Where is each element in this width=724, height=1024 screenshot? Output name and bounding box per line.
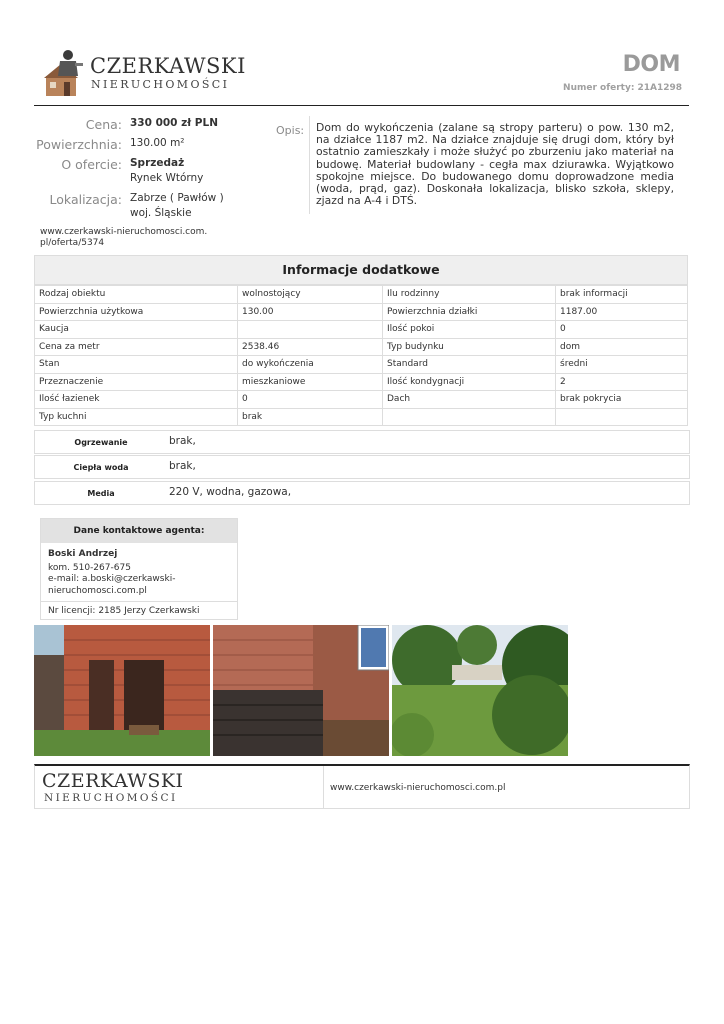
info-row bbox=[35, 356, 688, 374]
info-row bbox=[35, 338, 688, 356]
info-label: Powierzchnia działki bbox=[383, 303, 556, 321]
info-row bbox=[35, 408, 688, 426]
info-row bbox=[35, 321, 688, 339]
photo-house-side[interactable] bbox=[213, 625, 389, 756]
header-divider bbox=[34, 105, 689, 106]
description-text: Dom do wykończenia (zalane są stropy parteru) o pow. 130 m2, na działce 1187 m2. Na działce znajduje się drugi dom, który był ostatnio zamieszkały i może służyć po zburzeniu jako materiał na budowę. Materiał budowlany - cegła max dziurawka. Wyjątkowo spokojne miejsce. Do budowanego domu doprowadzone media (woda, prąd, gaz). Doskonała lokalizacja, blisko szkoła, sklepy, zjazd na A-4 i DTŚ. bbox=[316, 121, 674, 208]
feature-value: 220 V, wodna, gazowa, bbox=[169, 486, 292, 498]
market-type: Rynek Wtórny bbox=[130, 172, 204, 184]
offer-number bbox=[560, 83, 682, 93]
info-label: Ilu rodzinny bbox=[383, 286, 556, 304]
feature-label: Ciepła woda bbox=[73, 463, 129, 472]
info-label: Stan bbox=[35, 356, 238, 374]
additional-info-section bbox=[34, 255, 688, 426]
footer-divider bbox=[323, 766, 324, 808]
info-label: Cena za metr bbox=[35, 338, 238, 356]
info-value: brak bbox=[238, 408, 383, 426]
agent-contact-card bbox=[40, 518, 238, 620]
company-logo bbox=[42, 44, 246, 100]
offer-number-value: 21A1298 bbox=[637, 83, 682, 93]
info-row bbox=[35, 286, 688, 304]
logo-figure-icon bbox=[42, 46, 86, 98]
info-label bbox=[383, 408, 556, 426]
info-row bbox=[35, 373, 688, 391]
info-row bbox=[35, 391, 688, 409]
additional-info-table bbox=[34, 285, 688, 426]
feature-value: brak, bbox=[169, 460, 196, 472]
feature-label: Media bbox=[87, 489, 115, 498]
info-label: Przeznaczenie bbox=[35, 373, 238, 391]
info-row bbox=[35, 303, 688, 321]
info-label: Rodzaj obiektu bbox=[35, 286, 238, 304]
info-value: 1187.00 bbox=[556, 303, 688, 321]
agent-license: Nr licencji: 2185 Jerzy Czerkawski bbox=[41, 601, 237, 619]
logo-name: CZERKAWSKI bbox=[90, 54, 246, 78]
info-value bbox=[238, 321, 383, 339]
info-label: Dach bbox=[383, 391, 556, 409]
feature-row-media bbox=[34, 481, 690, 505]
area-value: 130.00 m² bbox=[130, 137, 185, 149]
summary-divider bbox=[309, 116, 310, 214]
feature-row-heating bbox=[34, 430, 690, 454]
description-label: Opis: bbox=[276, 124, 305, 137]
feature-row-hot-water bbox=[34, 455, 690, 479]
footer-logo-subtitle: NIERUCHOMOŚCI bbox=[44, 792, 178, 804]
location-label: Lokalizacja: bbox=[49, 192, 122, 207]
info-label: Ilość pokoi bbox=[383, 321, 556, 339]
offer-number-label: Numer oferty: bbox=[563, 83, 635, 93]
feature-label: Ogrzewanie bbox=[74, 438, 128, 447]
logo-subtitle: NIERUCHOMOŚCI bbox=[91, 78, 230, 91]
info-value: 2 bbox=[556, 373, 688, 391]
agent-card-title: Dane kontaktowe agenta: bbox=[41, 519, 237, 543]
footer-logo-name: CZERKAWSKI bbox=[42, 770, 184, 792]
offer-label: O ofercie: bbox=[61, 157, 122, 172]
info-value: brak informacji bbox=[556, 286, 688, 304]
location-region: woj. Śląskie bbox=[130, 207, 192, 219]
info-label: Typ kuchni bbox=[35, 408, 238, 426]
info-value: 0 bbox=[238, 391, 383, 409]
page-footer bbox=[34, 764, 690, 809]
info-value: wolnostojący bbox=[238, 286, 383, 304]
info-value: 2538.46 bbox=[238, 338, 383, 356]
offer-url-link[interactable]: www.czerkawski-nieruchomosci.com.pl/oferta/5374 bbox=[40, 227, 208, 248]
info-value: 130.00 bbox=[238, 303, 383, 321]
info-value: dom bbox=[556, 338, 688, 356]
info-label: Ilość łazienek bbox=[35, 391, 238, 409]
photo-garden[interactable] bbox=[392, 625, 568, 756]
price-label: Cena: bbox=[85, 117, 122, 132]
feature-value: brak, bbox=[169, 435, 196, 447]
info-label: Powierzchnia użytkowa bbox=[35, 303, 238, 321]
info-value: mieszkaniowe bbox=[238, 373, 383, 391]
document-type: DOM bbox=[622, 52, 680, 77]
info-value: do wykończenia bbox=[238, 356, 383, 374]
info-label: Typ budynku bbox=[383, 338, 556, 356]
price-value: 330 000 zł PLN bbox=[130, 117, 218, 129]
location-city: Zabrze ( Pawłów ) bbox=[130, 192, 224, 204]
info-label: Standard bbox=[383, 356, 556, 374]
info-value: brak pokrycia bbox=[556, 391, 688, 409]
footer-url-link[interactable]: www.czerkawski-nieruchomosci.com.pl bbox=[330, 783, 506, 793]
agent-email[interactable]: e-mail: a.boski@czerkawski-nieruchomosci.com.pl bbox=[48, 574, 176, 596]
info-value: 0 bbox=[556, 321, 688, 339]
photo-house-front[interactable] bbox=[34, 625, 210, 756]
offer-type: Sprzedaż bbox=[130, 157, 185, 169]
info-label: Kaucja bbox=[35, 321, 238, 339]
info-label: Ilość kondygnacji bbox=[383, 373, 556, 391]
agent-phone[interactable]: kom. 510-267-675 bbox=[48, 562, 131, 573]
area-label: Powierzchnia: bbox=[36, 137, 122, 152]
info-value: średni bbox=[556, 356, 688, 374]
agent-name: Boski Andrzej bbox=[48, 549, 118, 559]
additional-info-title: Informacje dodatkowe bbox=[34, 255, 688, 285]
info-value bbox=[556, 408, 688, 426]
